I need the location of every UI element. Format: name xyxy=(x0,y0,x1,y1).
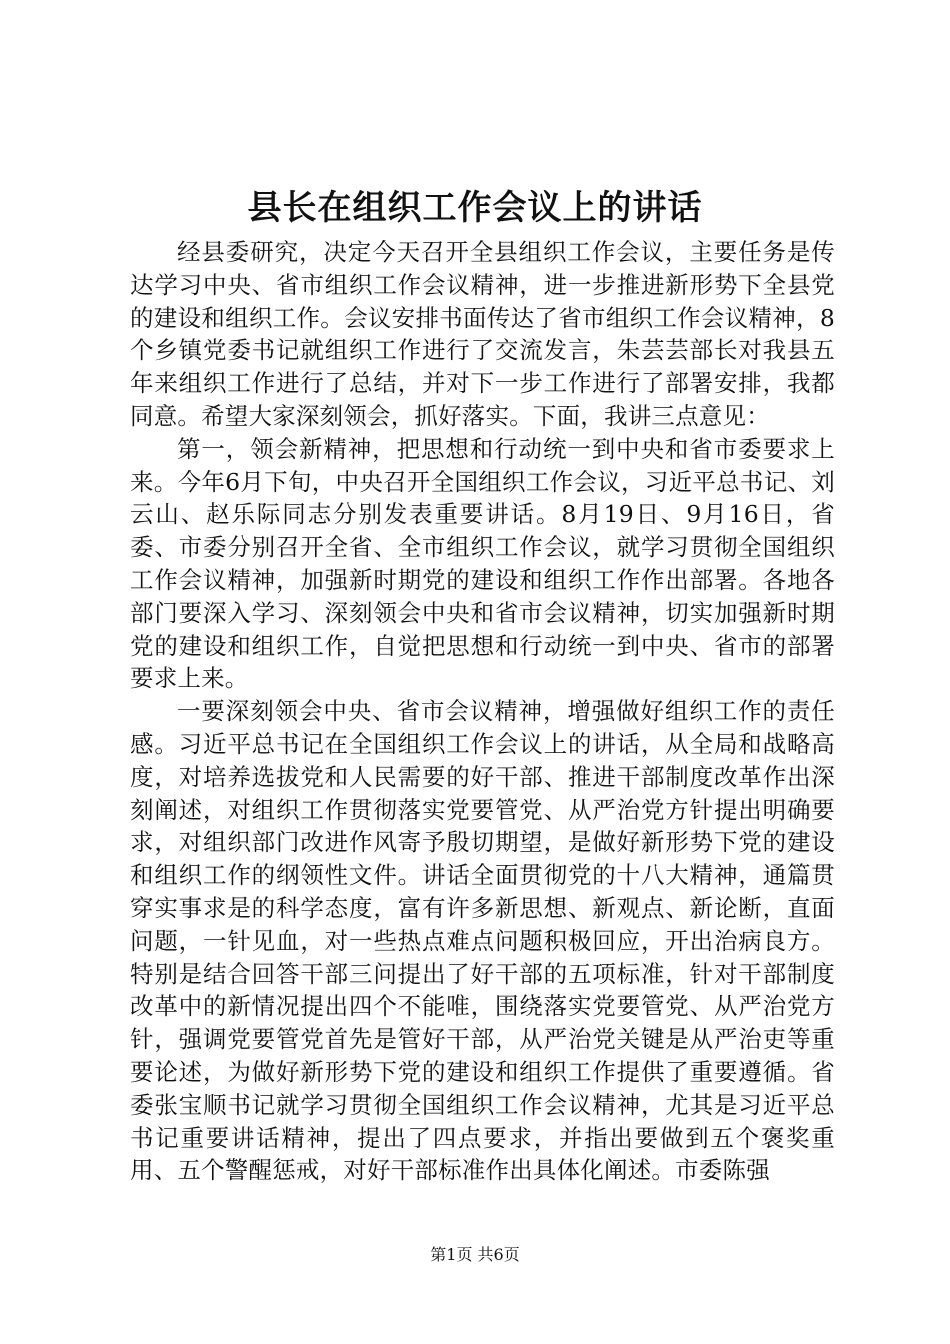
document-title: 县长在组织工作会议上的讲话 xyxy=(247,188,703,228)
paragraph-intro: 经县委研究，决定今天召开全县组织工作会议，主要任务是传达学习中央、省市组织工作会议精神，进一步推进新形势下全县党的建设和组织工作。会议安排书面传达了省市组织工作会议精神，8个乡镇党委书记就组织工作进行了交流发言，朱芸芸部长对我县五年来组织工作进行了总结，并对下一步工作进行了部署安排，我都同意。希望大家深刻领会，抓好落实。下面，我讲三点意见： xyxy=(130,238,835,430)
paragraph-point-one: 第一，领会新精神，把思想和行动统一到中央和省市委要求上来。今年6月下旬，中央召开全国组织工作会议，习近平总书记、刘云山、赵乐际同志分别发表重要讲话。8月19日、9月16日，省委、市委分别召开全省、全市组织工作会议，就学习贯彻全国组织工作会议精神，加强新时期党的建设和组织工作作出部署。各地各部门要深入学习、深刻领会中央和省市会议精神，切实加强新时期党的建设和组织工作，自觉把思想和行动统一到中央、省市的部署要求上来。 xyxy=(130,434,835,693)
paragraph-sub-point-one: 一要深刻领会中央、省市会议精神，增强做好组织工作的责任感。习近平总书记在全国组织工作会议上的讲话，从全局和战略高度，对培养选拔党和人民需要的好干部、推进干部制度改革作出深刻阐述，对组织工作贯彻落实党要管党、从严治党方针提出明确要求，对组织部门改进作风寄予殷切期望，是做好新形势下党的建设和组织工作的纲领性文件。讲话全面贯彻党的十八大精神，通篇贯穿实事求是的科学态度，富有许多新思想、新观点、新论断，直面问题，一针见血，对一些热点难点问题积极回应，开出治病良方。特别是结合回答干部三问提出了好干部的五项标准，针对干部制度改革中的新情况提出四个不能唯，围绕落实党要管党、从严治党方针，强调党要管党首先是管好干部，从严治党关键是从严治吏等重要论述，为做好新形势下党的建设和组织工作提供了重要遵循。省委张宝顺书记就学习贯彻全国组织工作会议精神，尤其是习近平总书记重要讲话精神，提出了四点要求，并指出要做到五个褒奖重用、五个警醒惩戒，对好干部标准作出具体化阐述。市委陈强 xyxy=(130,697,835,1185)
document-body xyxy=(130,236,835,1187)
page-number-footer: 第1页 共6页 xyxy=(430,1245,520,1264)
